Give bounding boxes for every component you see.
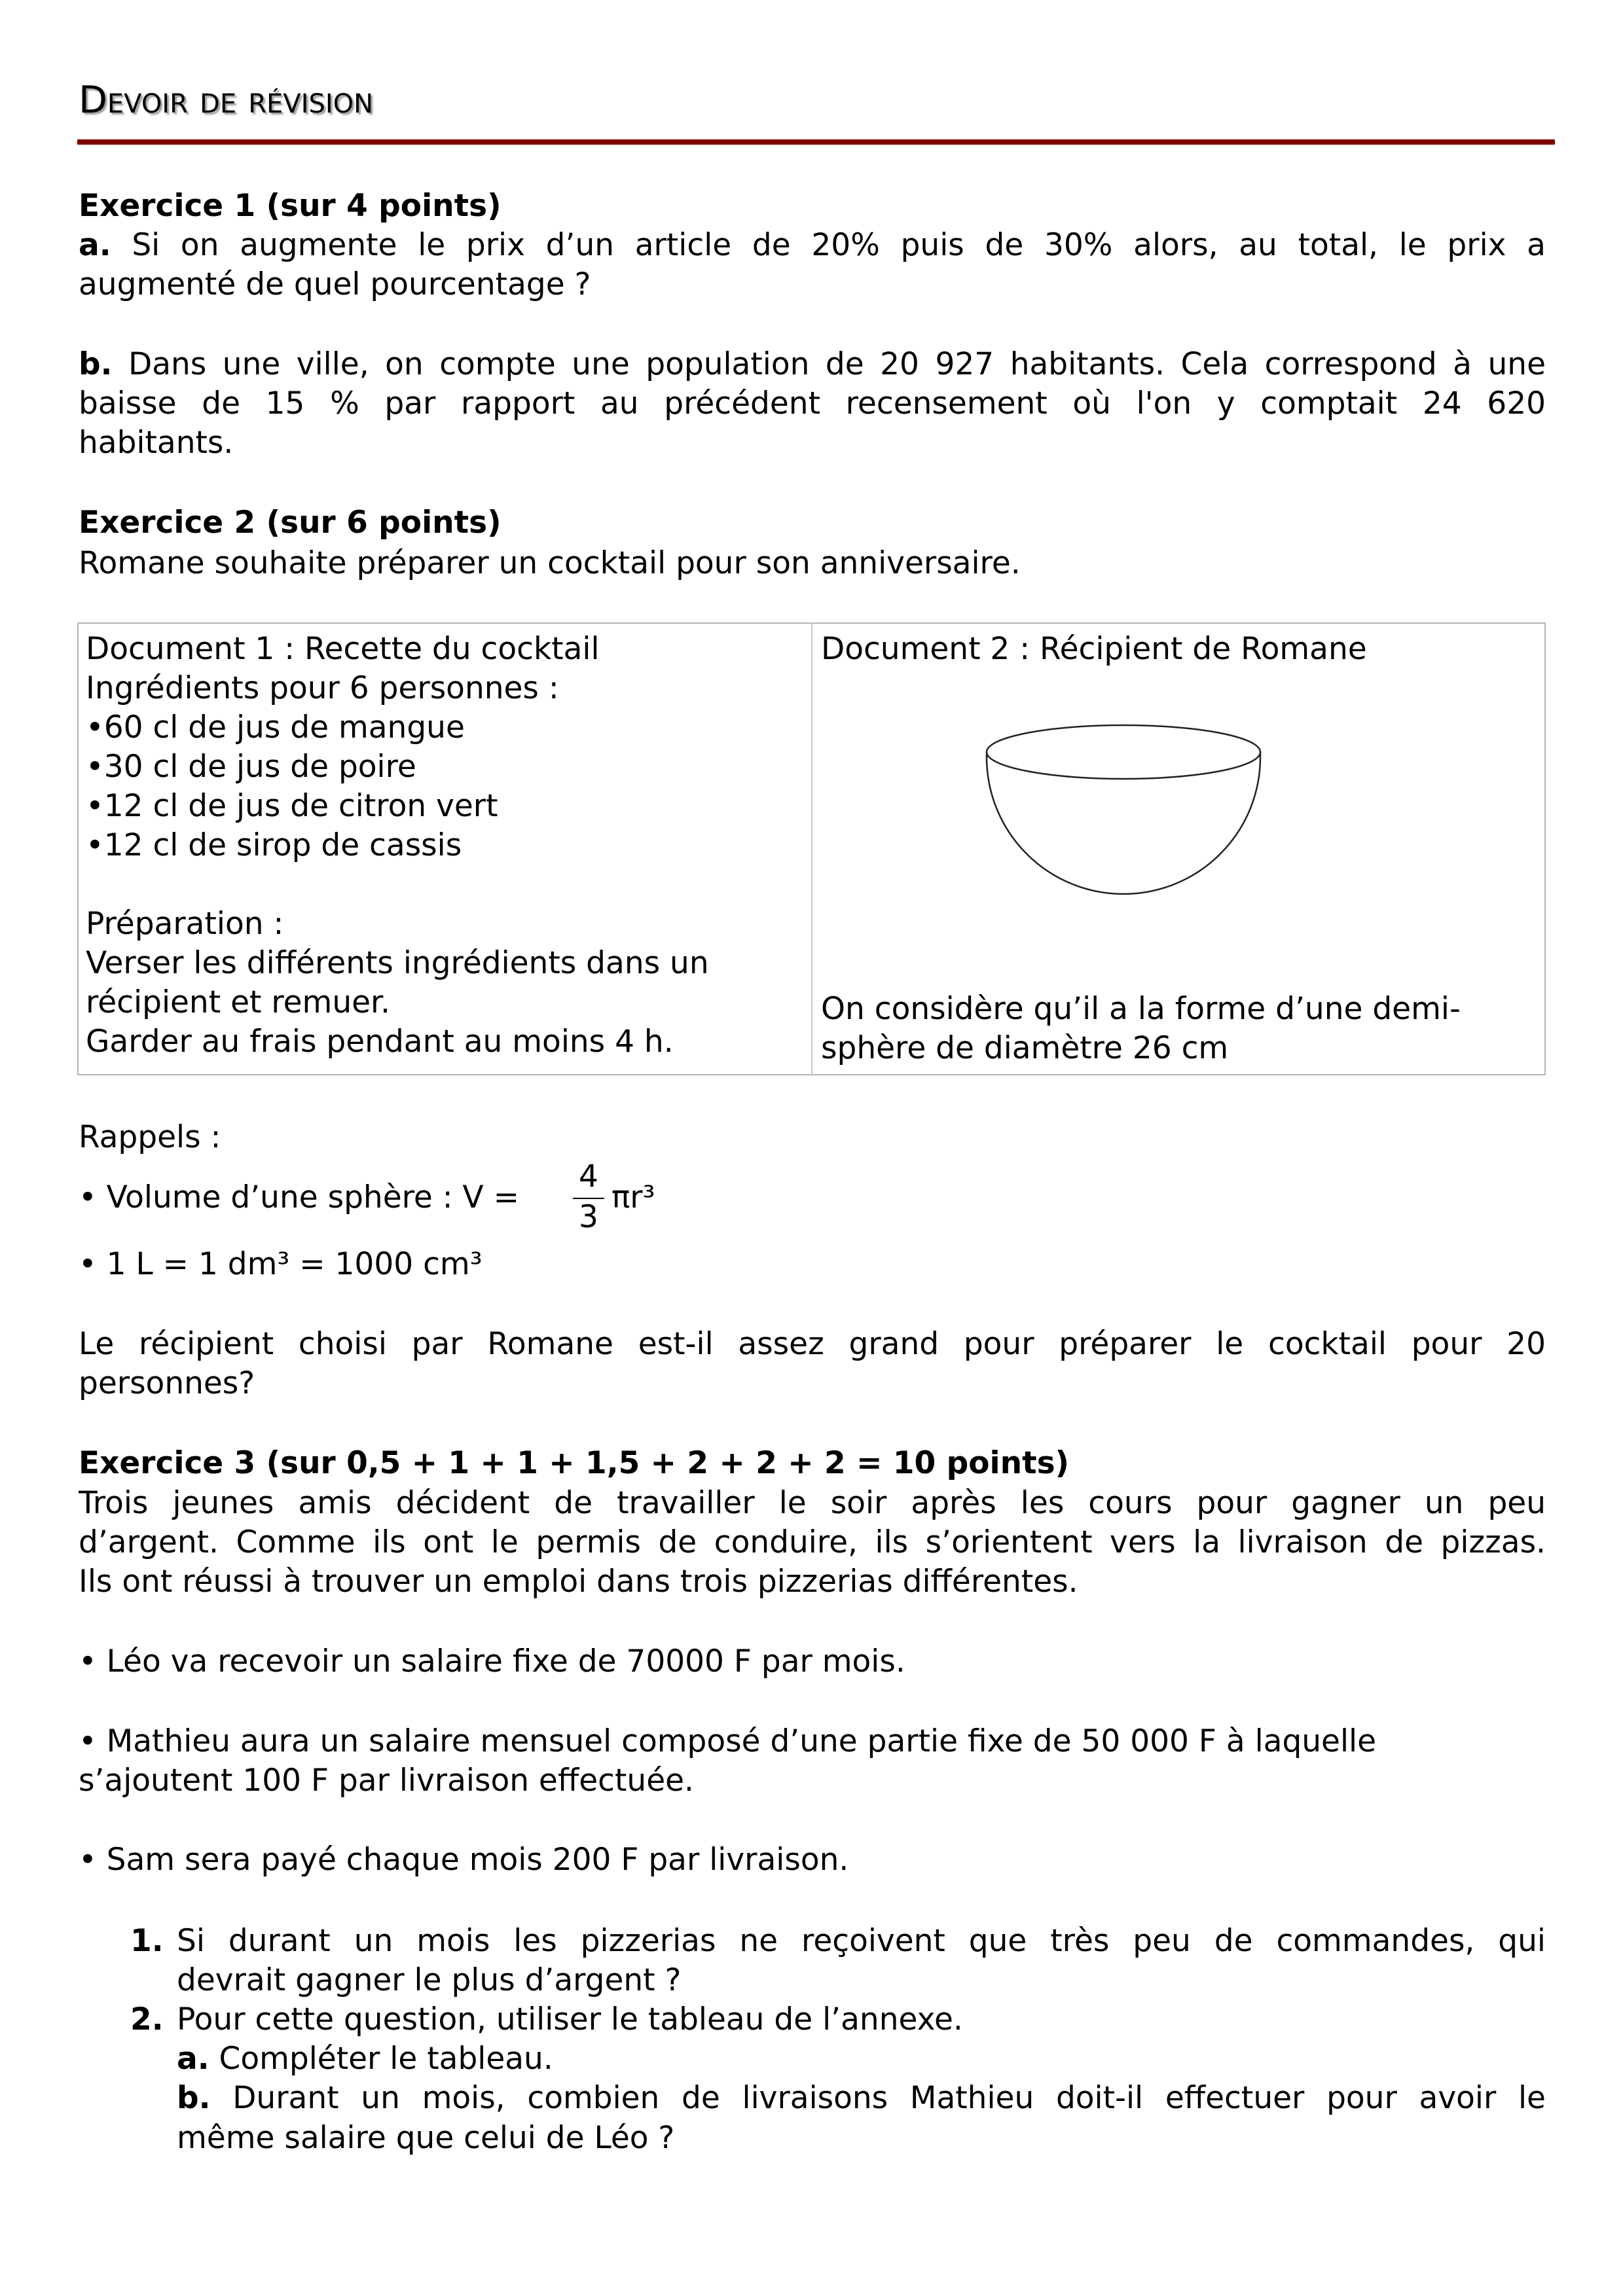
half-sphere-bowl-icon — [976, 717, 1277, 906]
unit-conversion: • 1 L = 1 dm³ = 1000 cm³ — [79, 1246, 483, 1282]
question-2b-line1 — [177, 2079, 1546, 2118]
exercise1-heading: Exercice 1 (sur 4 points) — [79, 188, 501, 224]
reminders-label: Rappels : — [79, 1119, 221, 1155]
exercise3-intro-line: Trois jeunes amis décident de travailler le soir après les cours pour gagner un peu — [79, 1485, 1546, 1521]
leo-salary: • Léo va recevoir un salaire fixe de 70000 F par mois. — [79, 1643, 905, 1679]
exercise1-a-line2: augmenté de quel pourcentage ? — [79, 266, 591, 302]
exercise3-heading: Exercice 3 (sur 0,5 + 1 + 1 + 1,5 + 2 + 2 + 2 = 10 points) — [79, 1445, 1070, 1481]
exercise1-a-label: a. — [79, 227, 111, 263]
document2-title: Document 2 : Récipient de Romane — [821, 631, 1367, 667]
preparation-label: Préparation : — [86, 906, 284, 942]
exercise1-b-line3: habitants. — [79, 425, 234, 461]
exercise3-intro-line: d’argent. Comme ils ont le permis de conduire, ils s’orientent vers la livraison de pizzas. — [79, 1524, 1546, 1560]
exercise3-intro-line: Ils ont réussi à trouver un emploi dans trois pizzerias différentes. — [79, 1564, 1078, 1600]
ingredient-item: •12 cl de sirop de cassis — [86, 827, 462, 863]
sam-salary: • Sam sera payé chaque mois 200 F par livraison. — [79, 1842, 849, 1878]
exercise2-question-line2: personnes? — [79, 1365, 255, 1401]
page-title: Devoir de révision — [79, 79, 374, 122]
sphere-volume-formula-suffix: πr³ — [611, 1179, 655, 1215]
header-rule — [77, 139, 1555, 145]
ingredient-item: •60 cl de jus de mangue — [86, 709, 465, 745]
question-2a-text: Compléter le tableau. — [219, 2041, 553, 2077]
sphere-volume-formula-prefix: • Volume d’une sphère : V = — [79, 1179, 520, 1215]
fraction-numerator: 4 — [579, 1158, 598, 1194]
document1-title: Document 1 : Recette du cocktail — [86, 631, 600, 667]
exercise1-b-text: Dans une ville, on compte une population de 20 927 habitants. Cela correspond à une — [128, 346, 1546, 382]
question-2a — [177, 2039, 1546, 2079]
exercise1-b-label: b. — [79, 346, 113, 382]
question-1-line1: Si durant un mois les pizzerias ne reçoivent que très peu de commandes, qui — [177, 1923, 1546, 1959]
question-2a-label: a. — [177, 2041, 210, 2077]
exercise1-a-line1 — [79, 226, 1546, 265]
exercise2-intro: Romane souhaite préparer un cocktail pour son anniversaire. — [79, 545, 1021, 581]
question-2b-line2: même salaire que celui de Léo ? — [177, 2120, 675, 2156]
bowl-body-outline — [987, 752, 1260, 894]
exercise1-b-line2: baisse de 15 % par rapport au précédent recensement où l'on y comptait 24 620 — [79, 386, 1546, 422]
question-1-number: 1. — [130, 1923, 164, 1959]
mathieu-salary-line2: s’ajoutent 100 F par livraison effectuée. — [79, 1763, 694, 1799]
document1-subtitle: Ingrédients pour 6 personnes : — [86, 670, 559, 706]
fraction-denominator: 3 — [579, 1199, 598, 1235]
preparation-line: Garder au frais pendant au moins 4 h. — [86, 1024, 674, 1060]
documents-table-divider — [811, 622, 812, 1075]
exercise2-question-line1: Le récipient choisi par Romane est-il assez grand pour préparer le cocktail pour 20 — [79, 1326, 1546, 1362]
question-2b-label: b. — [177, 2080, 211, 2116]
question-2-line1: Pour cette question, utiliser le tableau de l’annexe. — [177, 2001, 963, 2037]
exercise2-heading: Exercice 2 (sur 6 points) — [79, 505, 501, 541]
question-2-number: 2. — [130, 2001, 164, 2037]
preparation-line: Verser les différents ingrédients dans un — [86, 945, 709, 981]
mathieu-salary-line1: • Mathieu aura un salaire mensuel composé d’une partie fixe de 50 000 F à laquelle — [79, 1723, 1377, 1759]
preparation-line: récipient et remuer. — [86, 984, 390, 1020]
question-1-line2: devrait gagner le plus d’argent ? — [177, 1962, 682, 1998]
bowl-rim-ellipse — [987, 725, 1260, 779]
exercise1-a-text: Si on augmente le prix d’un article de 20% puis de 30% alors, au total, le prix a — [132, 227, 1546, 263]
ingredient-item: •30 cl de jus de poire — [86, 749, 416, 785]
question-2b-text: Durant un mois, combien de livraisons Mathieu doit-il effectuer pour avoir le — [232, 2080, 1546, 2116]
ingredient-item: •12 cl de jus de citron vert — [86, 788, 498, 824]
exercise1-b-line1 — [79, 345, 1546, 384]
document2-caption-line: sphère de diamètre 26 cm — [821, 1030, 1229, 1066]
document2-caption-line: On considère qu’il a la forme d’une demi- — [821, 991, 1461, 1027]
